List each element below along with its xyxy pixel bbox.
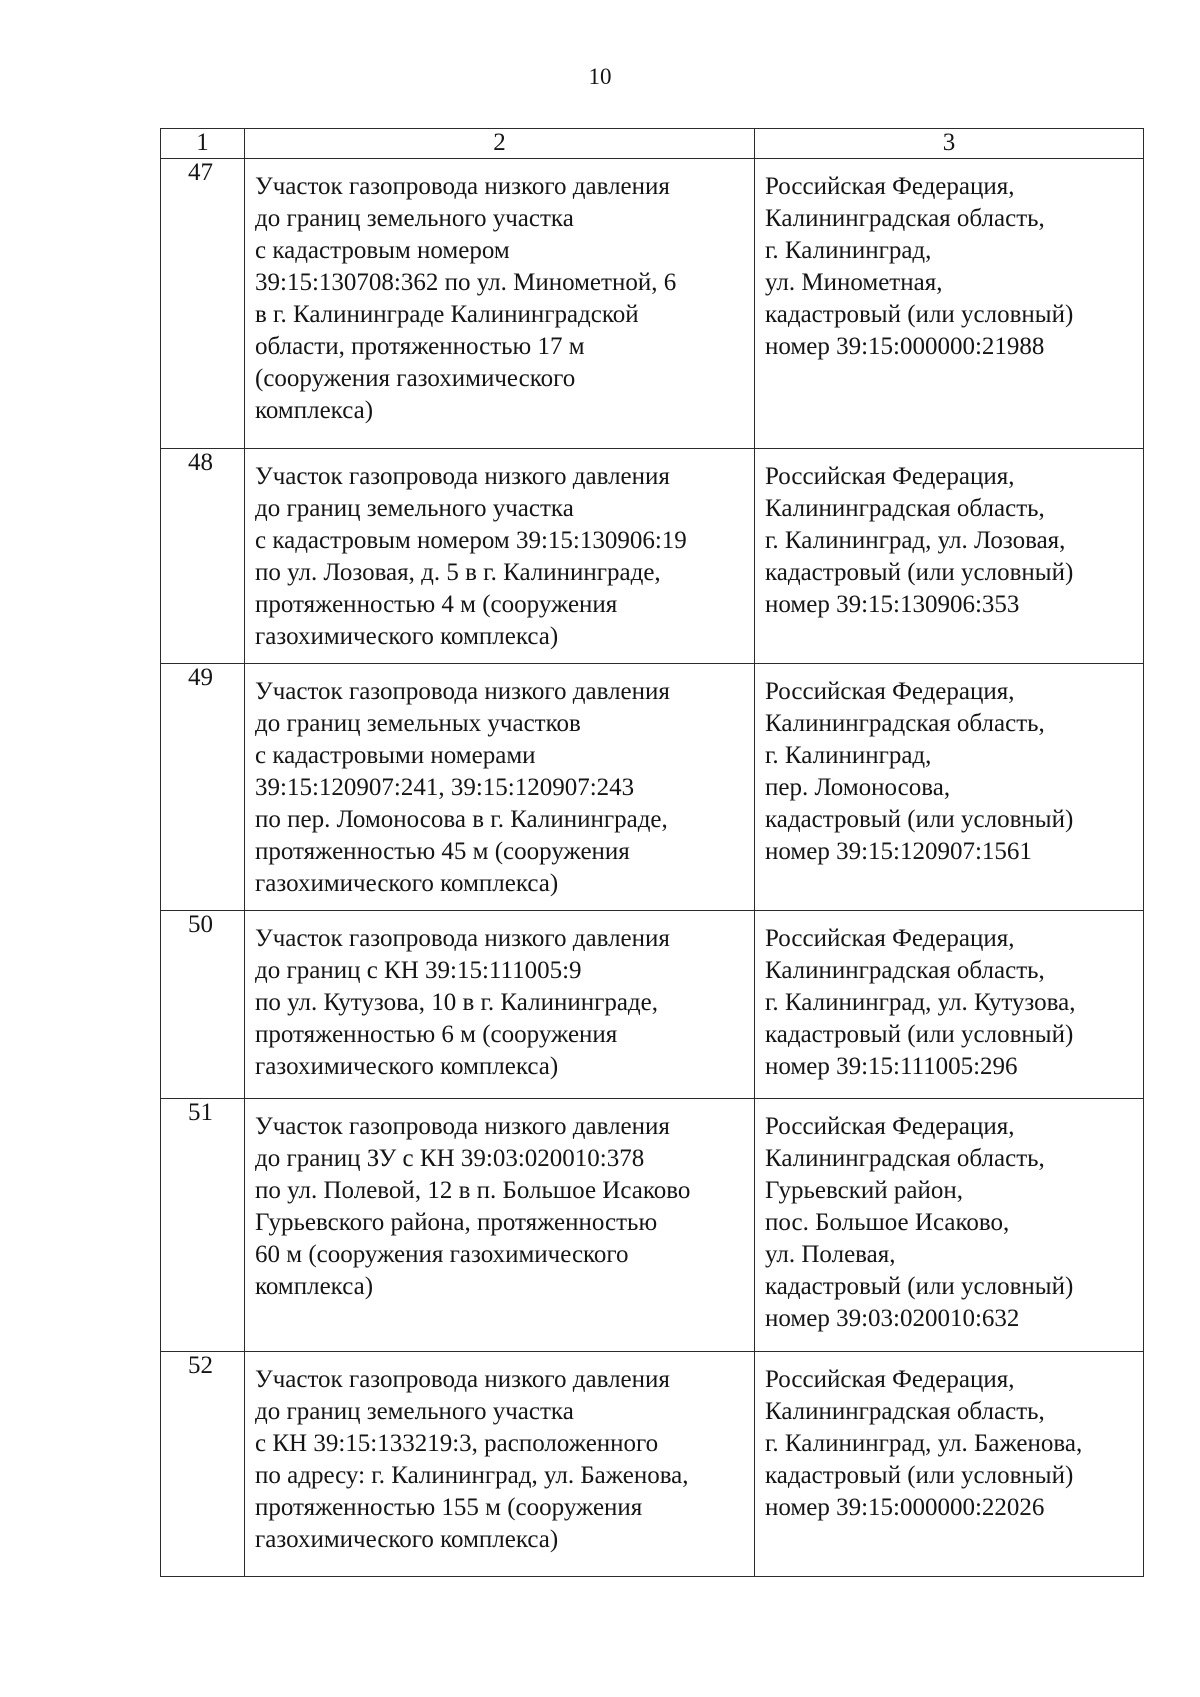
row-number: 47 — [161, 159, 245, 449]
table-row — [161, 1099, 1144, 1352]
object-description: Участок газопровода низкого давления до границ земельного участка с кадастровым номером 39:15:130906:19 по ул. Лозовая, д. 5 в г. Калининграде, протяженностью 4 м (сооружения газохимического комплекса) — [245, 449, 755, 664]
row-number: 52 — [161, 1352, 245, 1577]
object-description: Участок газопровода низкого давления до границ земельного участка с кадастровым номером 39:15:130708:362 по ул. Минометной, 6 в г. Калининграде Калининградской области, протяженностью 17 м (сооружения газохимического комплекса) — [245, 159, 755, 449]
object-description: Участок газопровода низкого давления до границ с КН 39:15:111005:9 по ул. Кутузова, 10 в г. Калининграде, протяженностью 6 м (сооружения газохимического комплекса) — [245, 911, 755, 1099]
row-number: 48 — [161, 449, 245, 664]
object-description: Участок газопровода низкого давления до границ земельного участка с КН 39:15:133219:3, расположенного по адресу: г. Калининград, ул. Баженова, протяженностью 155 м (сооружения газохимического комплекса) — [245, 1352, 755, 1577]
object-location: Российская Федерация, Калининградская область, г. Калининград, ул. Кутузова, кадастровый (или условный) номер 39:15:111005:296 — [755, 911, 1144, 1099]
column-header-3: 3 — [755, 129, 1144, 159]
row-number: 49 — [161, 664, 245, 911]
object-location: Российская Федерация, Калининградская область, г. Калининград, ул. Лозовая, кадастровый (или условный) номер 39:15:130906:353 — [755, 449, 1144, 664]
row-number: 51 — [161, 1099, 245, 1352]
header-row — [161, 129, 1144, 159]
pipeline-table — [160, 128, 1144, 1577]
object-description: Участок газопровода низкого давления до границ ЗУ с КН 39:03:020010:378 по ул. Полевой, 12 в п. Большое Исаково Гурьевского района, протяженностью 60 м (сооружения газохимического комплекса) — [245, 1099, 755, 1352]
object-location: Российская Федерация, Калининградская область, г. Калининград, ул. Баженова, кадастровый (или условный) номер 39:15:000000:22026 — [755, 1352, 1144, 1577]
object-location: Российская Федерация, Калининградская область, Гурьевский район, пос. Большое Исаково, ул. Полевая, кадастровый (или условный) номер 39:03:020010:632 — [755, 1099, 1144, 1352]
column-header-2: 2 — [245, 129, 755, 159]
table-row — [161, 664, 1144, 911]
page-number: 10 — [588, 64, 612, 89]
table-row — [161, 911, 1144, 1099]
table-row — [161, 449, 1144, 664]
table-row — [161, 1352, 1144, 1577]
object-location: Российская Федерация, Калининградская область, г. Калининград, ул. Минометная, кадастровый (или условный) номер 39:15:000000:21988 — [755, 159, 1144, 449]
table-row — [161, 159, 1144, 449]
object-location: Российская Федерация, Калининградская область, г. Калининград, пер. Ломоносова, кадастровый (или условный) номер 39:15:120907:1561 — [755, 664, 1144, 911]
row-number: 50 — [161, 911, 245, 1099]
column-header-1: 1 — [161, 129, 245, 159]
object-description: Участок газопровода низкого давления до границ земельных участков с кадастровыми номерами 39:15:120907:241, 39:15:120907:243 по пер. Ломоносова в г. Калининграде, протяженностью 45 м (сооружения газохимического комплекса) — [245, 664, 755, 911]
